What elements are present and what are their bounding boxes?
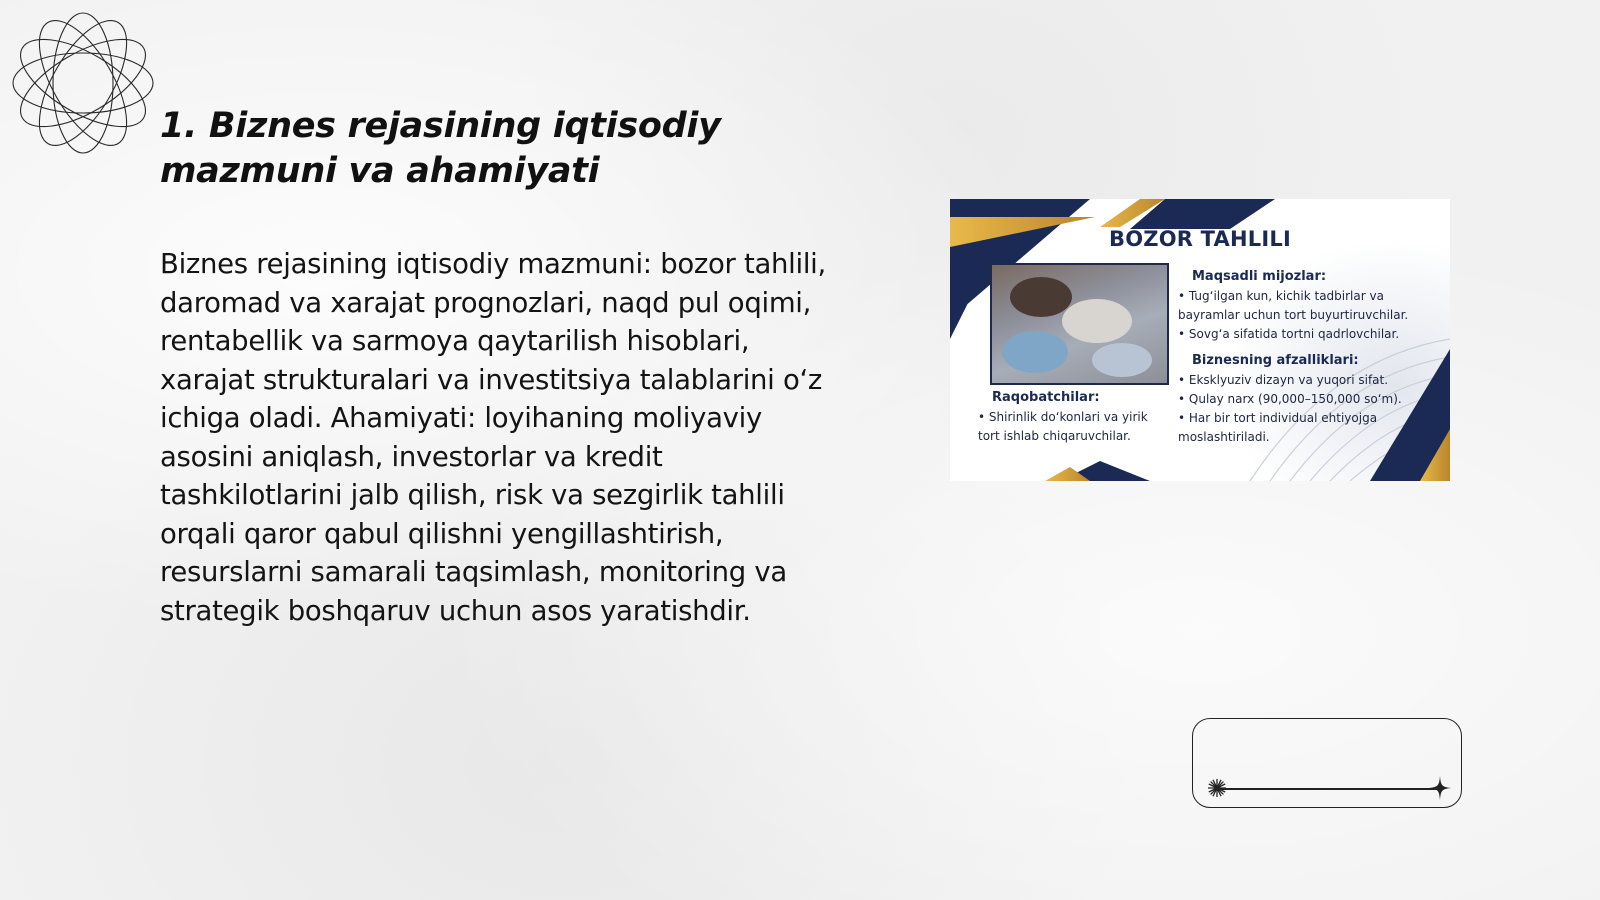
embedded-slide-image bbox=[950, 199, 1450, 481]
body-text: Biznes rejasining iqtisodiy mazmuni: bozor tahlili, daromad va xarajat prognozlari, naqd pul oqimi, rentabellik va sarmoya qaytarilish hisoblari, xarajat strukturalari va investitsiya talablarini o‘z ichiga oladi. Ahamiyati: loyihaning moliyaviy asosini aniqlash, investorlar va kredit tashkilotlarini jalb qilish, risk va sezgirlik tahlili orqali qaror qabul qilishni yengillashtirish, resurslarni samarali taqsimlash, monitoring va strategik boshqaruv uchun asos yaratishdir. bbox=[160, 248, 826, 627]
star-burst-icon bbox=[1207, 778, 1227, 798]
slider-line bbox=[1217, 788, 1439, 790]
competitors-text: • Shirinlik do‘konlari va yirik tort ishlab chiqaruvchilar. bbox=[978, 410, 1148, 443]
flower-of-life-icon bbox=[10, 10, 156, 156]
decorative-slider-box bbox=[1192, 718, 1462, 808]
advantages-text: • Eksklyuziv dizayn va yuqori sifat. • Qulay narx (90,000–150,000 so‘m). • Har bir tort individual ehtiyojga moslashtiriladi. bbox=[1178, 373, 1402, 444]
embedded-slide-title: BOZOR TAHLILI bbox=[1109, 227, 1291, 251]
advantages-heading: Biznesning afzalliklari: bbox=[1192, 353, 1359, 368]
sparkle-icon bbox=[1429, 776, 1451, 800]
slide-title: 1. Biznes rejasining iqtisodiy mazmuni va ahamiyati bbox=[160, 106, 721, 191]
target-heading: Maqsadli mijozlar: bbox=[1192, 269, 1327, 284]
target-text: • Tug‘ilgan kun, kichik tadbirlar va bayramlar uchun tort buyurtiruvchilar. • Sovg‘a sifatida tortni qadrlovchilar. bbox=[1178, 289, 1409, 341]
cake-photo bbox=[990, 263, 1169, 385]
competitors-heading: Raqobatchilar: bbox=[992, 390, 1100, 405]
